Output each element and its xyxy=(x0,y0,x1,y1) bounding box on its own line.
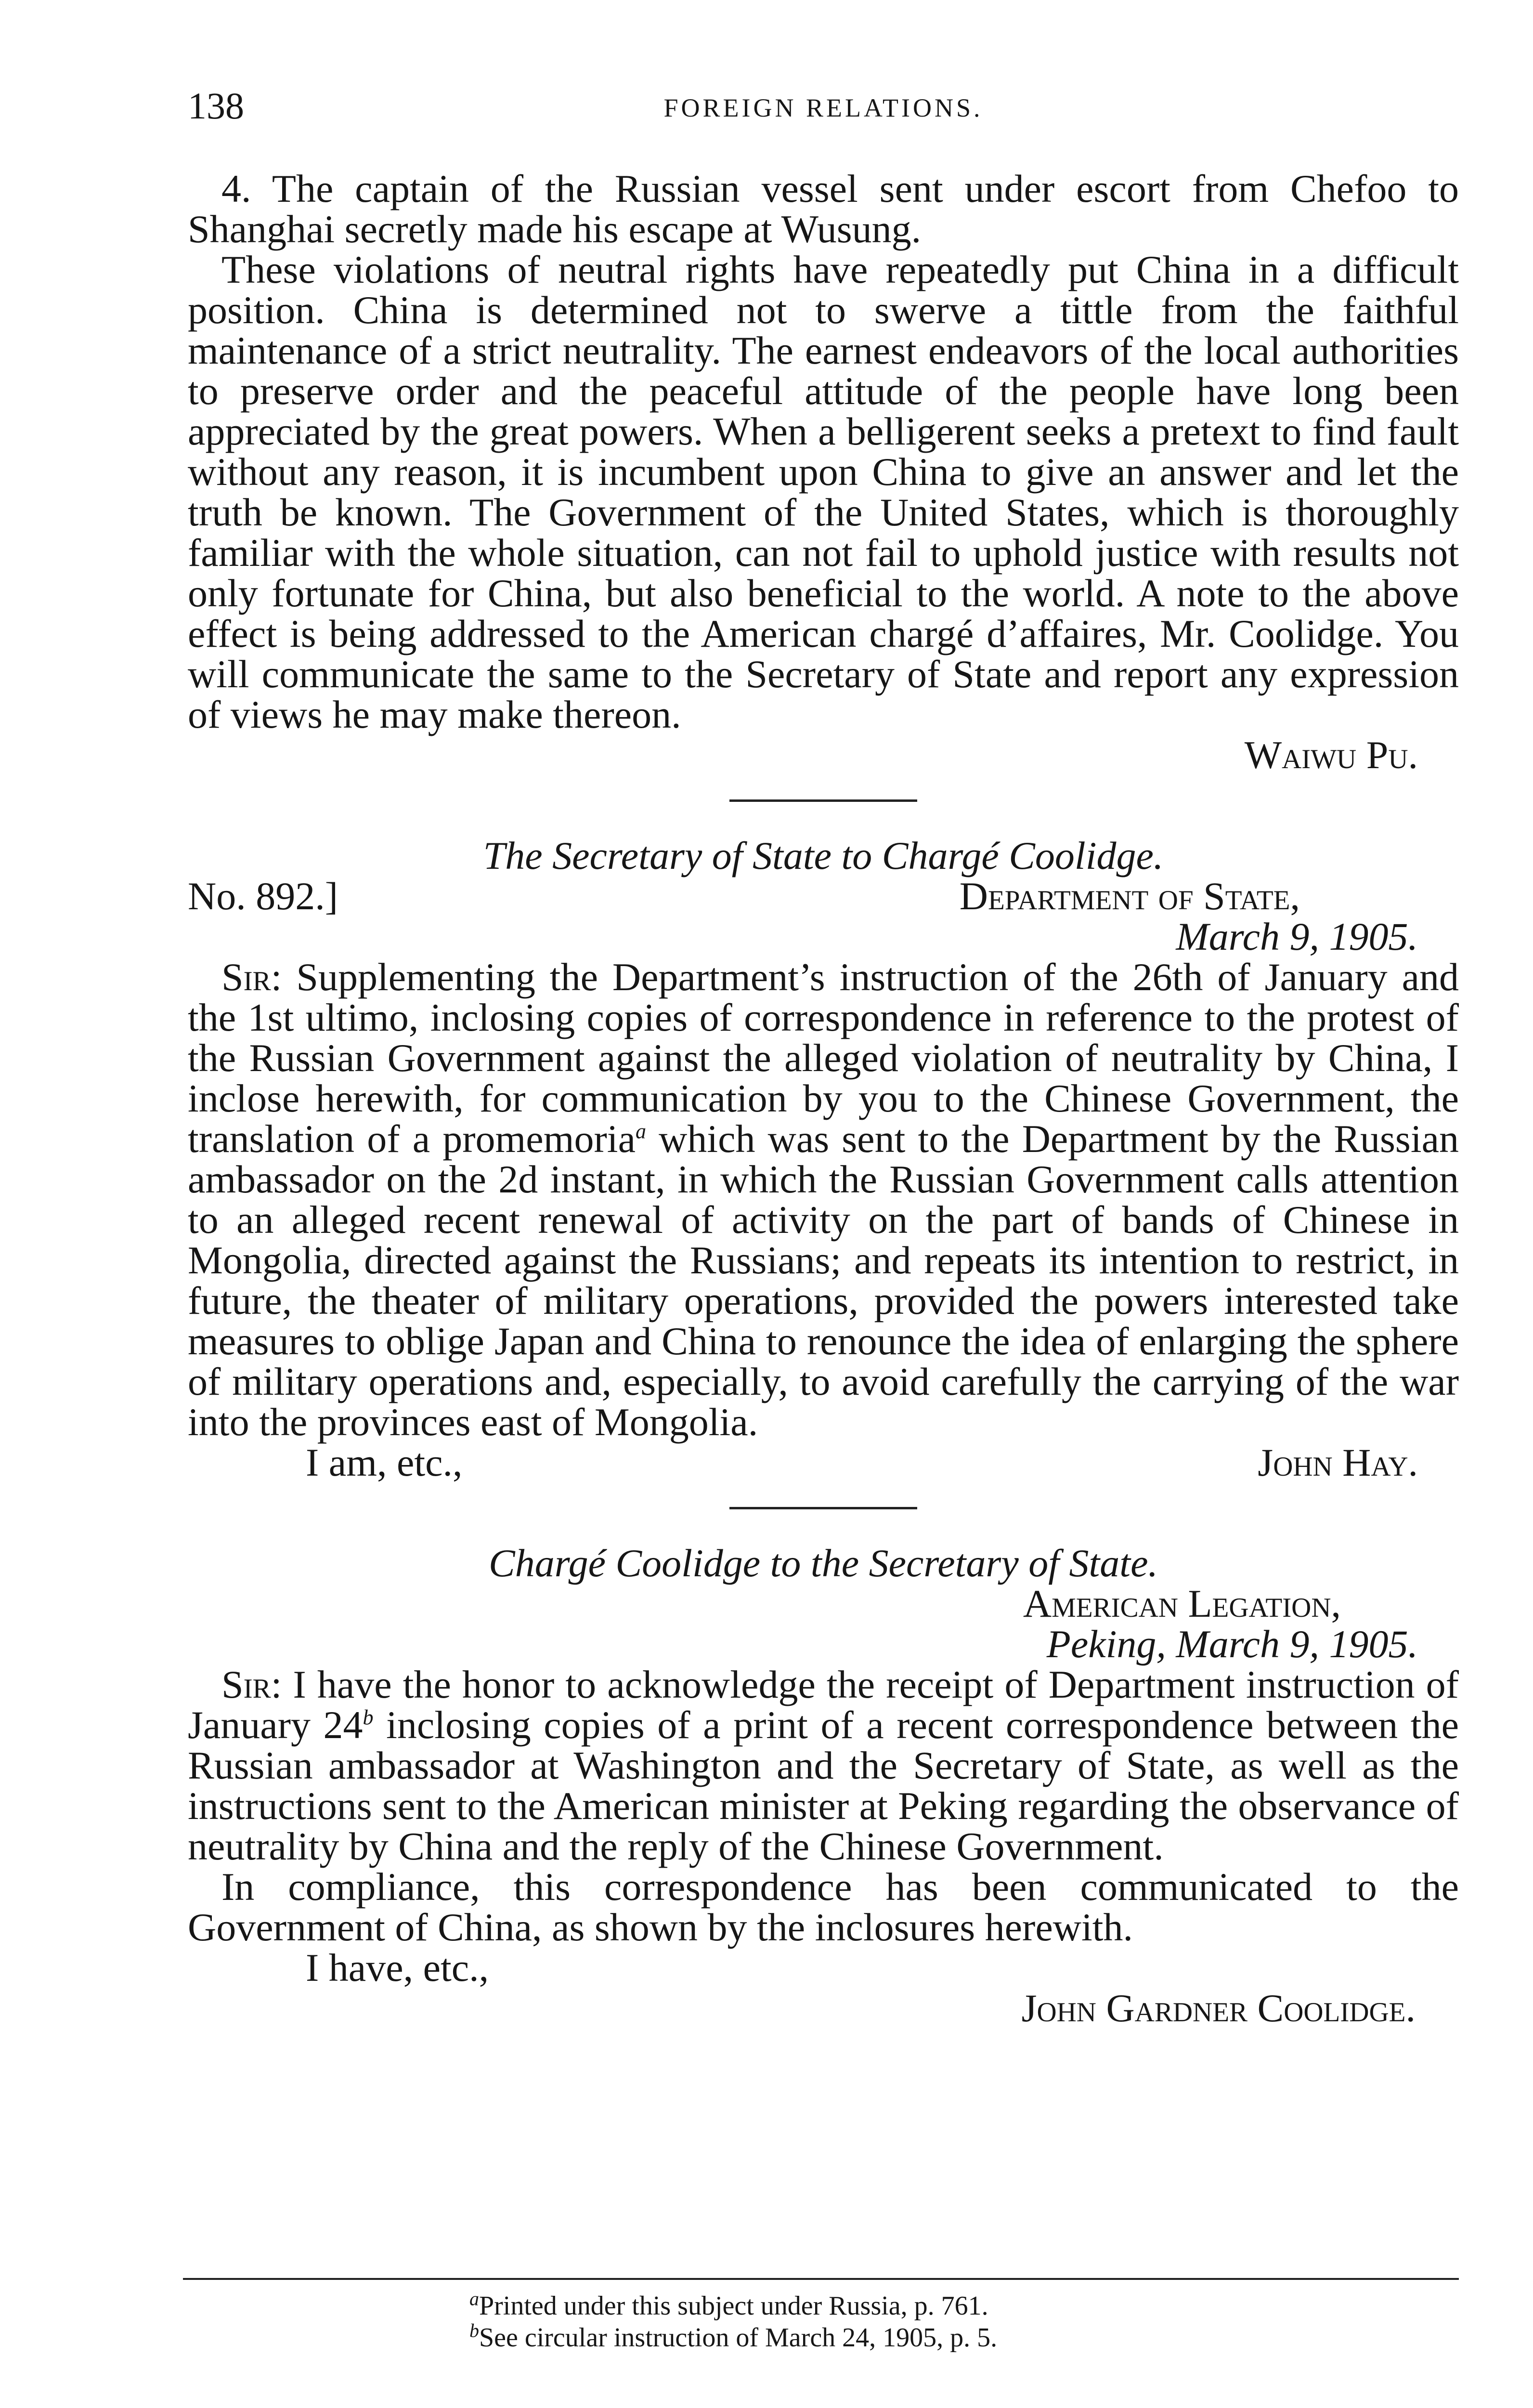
page-body xyxy=(188,169,1459,2028)
body-text: : I have the honor to acknowledge the receipt of Department instruction of January 24 xyxy=(188,1662,1459,1747)
closing-phrase: I have, etc., xyxy=(306,1946,489,1989)
closing-row xyxy=(188,1442,1459,1483)
signature-john-hay: John Hay. xyxy=(1258,1440,1418,1484)
body-text-continued: which was sent to the Department by the Russian ambassador on the 2d instant, in which the Russian Government calls attention to an alleged recent renewal of activity on the part of bands of Chinese in Mongolia, directed against the Russians; and repeats its intention to restrict, in future, the theater of military operations, provided the powers interested take measures to oblige Japan and China to renounce the idea of enlarging the sphere of military operations and, especially, to avoid carefully the carrying of the war into the provinces east of Mongolia. xyxy=(188,1117,1459,1444)
footnote-text: Printed under this subject under Russia, p. 761. xyxy=(479,2291,988,2321)
body-text-continued: inclosing copies of a print of a recent correspondence between the Russian ambassador at Washington and the Secretary of State, as well as the instructions sent to the American minister at Peking regarding the observance of neutrality by China and the reply of the Chinese Government. xyxy=(188,1703,1459,1868)
running-title: FOREIGN RELATIONS. xyxy=(663,93,983,122)
section-divider xyxy=(729,1507,917,1509)
closing-phrase: I am, etc., xyxy=(306,1440,463,1484)
footnote-text: See circular instruction of March 24, 1905, p. 5. xyxy=(479,2323,998,2353)
salutation: Sir xyxy=(221,955,271,999)
paragraph-acknowledge xyxy=(188,1664,1459,1867)
letter-title-secretary: The Secretary of State to Chargé Coolidge. xyxy=(483,834,1164,877)
letter-date: Peking, March 9, 1905. xyxy=(1046,1622,1418,1666)
department-of-state: Department of State, xyxy=(959,874,1300,918)
footnote-mark: b xyxy=(469,2319,479,2342)
footnote-divider xyxy=(183,2278,1459,2280)
footnote-b xyxy=(469,2319,998,2354)
signature-waiwu-pu: Waiwu Pu. xyxy=(1244,733,1418,777)
footnote-mark: a xyxy=(469,2288,479,2310)
page-header xyxy=(188,84,1459,137)
paragraph-captain-escape: 4. The captain of the Russian vessel sent under escort from Chefoo to Shanghai secretly made his escape at Wusung. xyxy=(188,167,1459,251)
paragraph-compliance: In compliance, this correspondence has been communicated to the Government of China, as shown by the inclosures herewith. xyxy=(188,1865,1459,1949)
footnote-marker-b: b xyxy=(363,1705,374,1729)
american-legation: American Legation, xyxy=(1023,1582,1341,1625)
letter-title-coolidge: Chargé Coolidge to the Secretary of State. xyxy=(489,1541,1158,1585)
paragraph-supplementing xyxy=(188,957,1459,1442)
footnotes xyxy=(469,2290,997,2354)
paragraph-neutral-rights: These violations of neutral rights have repeatedly put China in a difficult position. China is determined not to swerve a tittle from the faithful maintenance of a strict neutrality. The earnest endeavors of the local authorities to preserve order and the peaceful attitude of the people have long been appreciated by the great powers. When a belligerent seeks a pretext to find fault without any reason, it is incumbent upon China to give an answer and let the truth be known. The Government of the United States, which is thoroughly familiar with the whole situation, can not fail to uphold justice with results not only fortunate for China, but also beneficial to the world. A note to the above effect is being addressed to the American chargé d’affaires, Mr. Coolidge. You will communicate the same to the Secretary of State and report any expression of views he may make thereon. xyxy=(188,248,1459,736)
section-divider xyxy=(729,799,917,802)
page-number: 138 xyxy=(188,85,244,127)
body-text: : Supplementing the Department’s instruction of the 26th of January and the 1st ultimo, inclosing copies of correspondence in reference to the protest of the Russian Government against the alleged violation of neutrality by China, I inclose herewith, for communication by you to the Chinese Government, the translation of a promemoria xyxy=(188,955,1459,1161)
footnote-marker-a: a xyxy=(635,1119,646,1143)
footnote-a xyxy=(469,2290,997,2322)
instruction-number: No. 892.] xyxy=(188,874,338,918)
signature-coolidge: John Gardner Coolidge. xyxy=(1021,1986,1416,2030)
salutation: Sir xyxy=(221,1662,271,1706)
dateline-row xyxy=(188,876,1459,916)
letter-date: March 9, 1905. xyxy=(1176,915,1418,958)
